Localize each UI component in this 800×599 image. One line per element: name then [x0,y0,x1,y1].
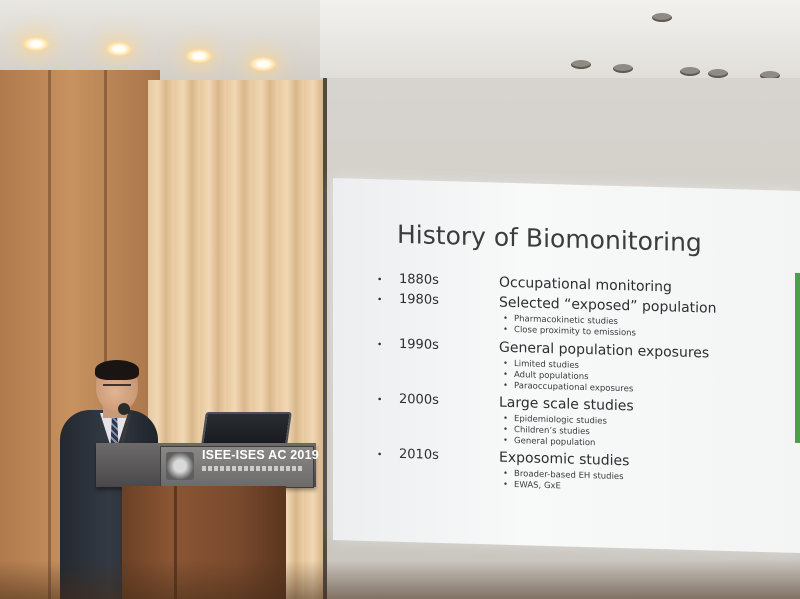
ceiling-light [186,49,212,63]
timeline-detail: • General population [503,436,607,450]
timeline-detail: • Broader-based EH studies [503,469,624,483]
speaker-hair [95,360,139,380]
ceiling-light [23,37,49,51]
floor-shadow [0,560,800,599]
bullet-icon: • [377,295,383,306]
projected-slide [333,178,800,553]
speaker-glasses [103,384,131,393]
recessed-light [613,64,633,73]
podium-sign-title: ISEE-ISES AC 2019 [202,448,319,462]
timeline-topic: Exposomic studies [499,449,630,470]
timeline-year: 1980s [399,291,439,308]
podium-sign-subtitle [202,466,302,471]
bullet-icon: • [377,450,383,461]
timeline-detail: • Epidemiologic studies [503,414,607,428]
timeline-detail: • Paraoccupational exposures [503,381,633,396]
timeline-topic: General population exposures [499,339,710,362]
microphone-icon [118,403,130,415]
slide-accent-bar [795,273,800,443]
timeline-entry [377,271,797,296]
timeline-details [503,314,636,340]
timeline-detail: • Close proximity to emissions [503,325,636,340]
recessed-light [708,69,728,78]
timeline-topic: Large scale studies [499,394,634,415]
conference-logo-icon [166,452,194,480]
ceiling-light [250,57,276,71]
timeline-detail: • EWAS, GxE [503,480,624,494]
timeline-details [503,359,633,396]
bullet-icon: • [377,340,383,351]
timeline-topic: Occupational monitoring [499,274,672,296]
timeline-detail: • Limited studies [503,359,633,374]
timeline-year: 1880s [399,271,439,288]
bullet-icon: • [377,275,383,286]
ceiling-light [106,42,132,56]
timeline-detail: • Pharmacokinetic studies [503,314,636,329]
timeline-year: 1990s [399,336,439,353]
wall-panel-seam [48,70,51,599]
timeline-year: 2000s [399,391,439,408]
timeline-details [503,414,607,450]
timeline-details [503,469,624,494]
timeline-year: 2010s [399,446,439,463]
recessed-light [571,60,591,69]
recessed-light [680,67,700,76]
timeline-detail: • Children’s studies [503,425,607,439]
bullet-icon: • [377,395,383,406]
timeline-topic: Selected “exposed” population [499,294,717,317]
timeline-detail: • Adult populations [503,370,633,385]
recessed-light [652,13,672,22]
slide-title: History of Biomonitoring [397,219,702,258]
